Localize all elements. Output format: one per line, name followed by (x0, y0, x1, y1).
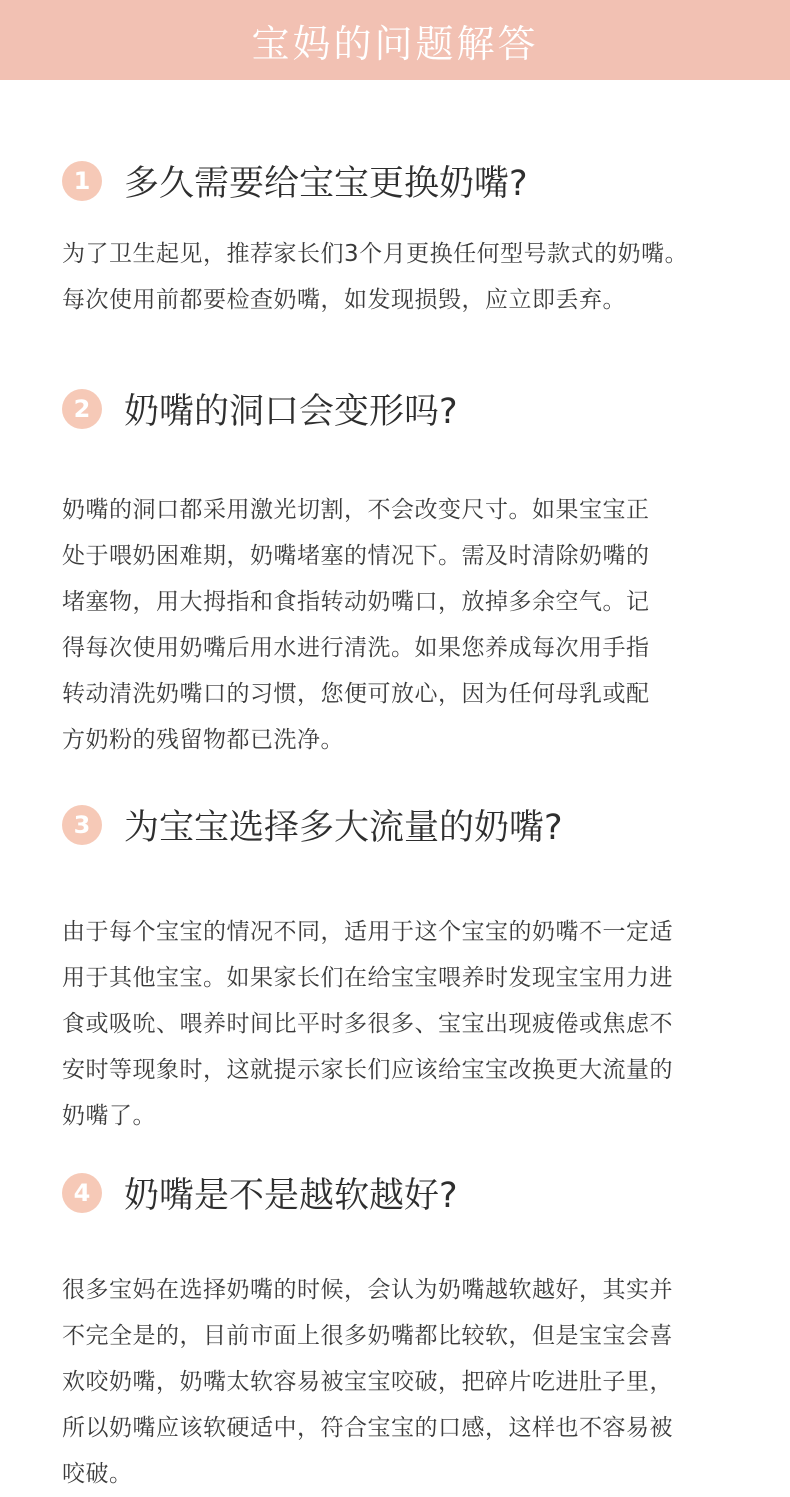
number-badge-1: 1 (62, 161, 102, 201)
answer-line: 方奶粉的残留物都已洗净。 (62, 727, 344, 753)
answer-line: 不完全是的，目前市面上很多奶嘴都比较软，但是宝宝会喜 (62, 1323, 673, 1349)
faq-section-3 (0, 795, 790, 1139)
answer-line: 每次使用前都要检查奶嘴，如发现损毁，应立即丢弃。 (62, 287, 626, 313)
answer-line: 所以奶嘴应该软硬适中，符合宝宝的口感，这样也不容易被 (62, 1415, 673, 1441)
answer-line: 用于其他宝宝。如果家长们在给宝宝喂养时发现宝宝用力进 (62, 965, 673, 991)
answer-line: 咬破。 (62, 1461, 133, 1487)
answer-line: 食或吸吮、喂养时间比平时多很多、宝宝出现疲倦或焦虑不 (62, 1011, 673, 1037)
question-title-4: 奶嘴是不是越软越好? (124, 1176, 458, 1216)
faq-section-4 (0, 1163, 790, 1497)
number-badge-3: 3 (62, 805, 102, 845)
answer-line: 安时等现象时，这就提示家长们应该给宝宝改换更大流量的 (62, 1057, 673, 1083)
question-title-1: 多久需要给宝宝更换奶嘴? (124, 164, 528, 204)
answer-2 (62, 487, 762, 763)
faq-section-1 (0, 151, 790, 323)
answer-line: 为了卫生起见，推荐家长们3个月更换任何型号款式的奶嘴。 (62, 241, 689, 267)
answer-3 (62, 909, 762, 1139)
answer-line: 堵塞物，用大拇指和食指转动奶嘴口，放掉多余空气。记 (62, 589, 650, 615)
answer-line: 处于喂奶困难期，奶嘴堵塞的情况下。需及时清除奶嘴的 (62, 543, 650, 569)
answer-line: 奶嘴的洞口都采用激光切割，不会改变尺寸。如果宝宝正 (62, 497, 650, 523)
answer-4 (62, 1267, 762, 1497)
answer-line: 转动清洗奶嘴口的习惯，您便可放心，因为任何母乳或配 (62, 681, 650, 707)
answer-line: 奶嘴了。 (62, 1103, 156, 1129)
answer-line: 得每次使用奶嘴后用水进行清洗。如果您养成每次用手指 (62, 635, 650, 661)
question-row-3 (0, 795, 790, 855)
number-badge-2: 2 (62, 389, 102, 429)
question-row-1 (0, 151, 790, 211)
answer-line: 欢咬奶嘴，奶嘴太软容易被宝宝咬破，把碎片吃进肚子里， (62, 1369, 673, 1395)
page-title: 宝妈的问题解答 (251, 21, 539, 66)
faq-section-2 (0, 379, 790, 763)
page-header (0, 0, 790, 80)
question-title-2: 奶嘴的洞口会变形吗? (124, 392, 458, 432)
number-badge-4: 4 (62, 1173, 102, 1213)
question-row-4 (0, 1163, 790, 1223)
answer-1 (62, 231, 762, 323)
question-row-2 (0, 379, 790, 439)
answer-line: 很多宝妈在选择奶嘴的时候，会认为奶嘴越软越好，其实并 (62, 1277, 673, 1303)
answer-line: 由于每个宝宝的情况不同，适用于这个宝宝的奶嘴不一定适 (62, 919, 673, 945)
question-title-3: 为宝宝选择多大流量的奶嘴? (124, 808, 563, 848)
